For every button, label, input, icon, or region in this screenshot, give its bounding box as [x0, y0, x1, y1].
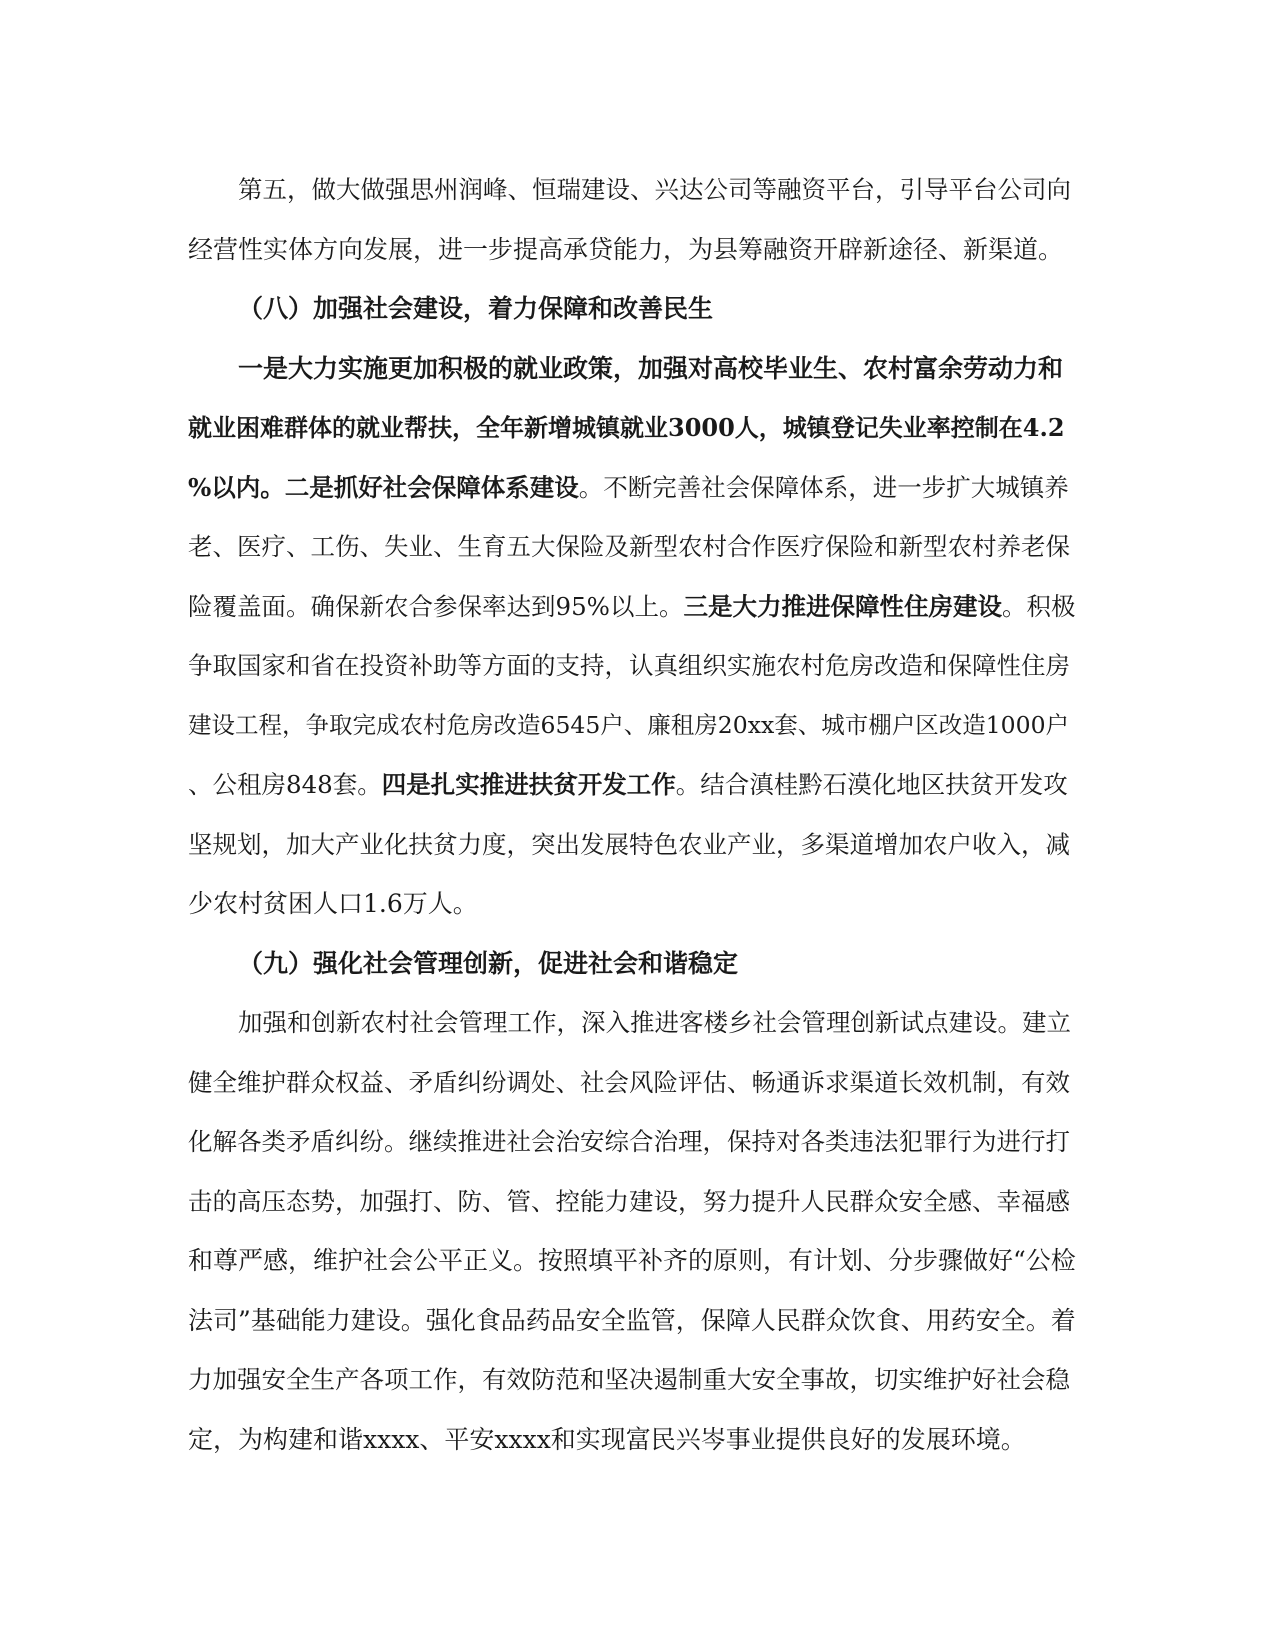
bold-text: 三是大力推进保障性住房建设: [683, 591, 1002, 621]
paragraph-line: 健全维护群众权益、矛盾纠纷调处、社会风险评估、畅通诉求渠道长效机制，有效: [188, 1067, 1070, 1097]
paragraph-line: 加强和创新农村社会管理工作，深入推进客楼乡社会管理创新试点建设。建立: [238, 1008, 1071, 1037]
plain-text: 。不断完善社会保障体系，进一步扩大城镇养: [578, 472, 1069, 502]
paragraph-line: [188, 577, 1080, 637]
plain-text: 。结合滇桂黔石漠化地区扶贫开发攻: [675, 770, 1068, 799]
paragraph-line: 经营性实体方向发展，进一步提高承贷能力，为县筹融资开辟新途径、新渠道。: [188, 234, 1064, 264]
paragraph-line: 和尊严感，维护社会公平正义。按照填平补齐的原则，有计划、分步骤做好“公检: [188, 1246, 1076, 1275]
paragraph-line: 力加强安全生产各项工作，有效防范和坚决遏制重大安全事故，切实维护好社会稳: [188, 1365, 1070, 1394]
paragraph-line: 法司”基础能力建设。强化食品药品安全监管，保障人民群众饮食、用药安全。着: [188, 1305, 1076, 1335]
paragraph-line: 建设工程，争取完成农村危房改造6545户、廉租房20xx套、城市棚户区改造1000户: [188, 710, 1070, 739]
paragraph-line: 就业困难群体的就业帮扶，全年新增城镇就业3000人，城镇登记失业率控制在4.2: [188, 413, 1065, 442]
paragraph-line: 一是大力实施更加积极的就业政策，加强对高校毕业生、农村富余劳动力和: [238, 353, 1064, 383]
section-heading-9: （九）强化社会管理创新，促进社会和谐稳定: [238, 948, 739, 978]
paragraph-line: 争取国家和省在投资补助等方面的支持，认真组织实施农村危房改造和保障性住房: [188, 651, 1070, 680]
document-body: [188, 160, 1080, 1469]
paragraph-line: 定，为构建和谐xxxx、平安xxxx和实现富民兴岑事业提供良好的发展环境。: [188, 1424, 1026, 1454]
paragraph-line: 化解各类矛盾纠纷。继续推进社会治安综合治理，保持对各类违法犯罪行为进行打: [188, 1127, 1070, 1156]
paragraph-line: 击的高压态势，加强打、防、管、控能力建设，努力提升人民群众安全感、幸福感: [188, 1186, 1070, 1216]
paragraph-line: 坚规划，加大产业化扶贫力度，突出发展特色农业产业，多渠道增加农户收入，减: [188, 829, 1070, 859]
section-heading-8: （八）加强社会建设，着力保障和改善民生: [238, 294, 714, 323]
plain-text: 险覆盖面。确保新农合参保率达到95%以上。: [188, 591, 684, 621]
plain-text: 、公租房848套。: [188, 770, 382, 799]
paragraph-line: 第五，做大做强思州润峰、恒瑞建设、兴达公司等融资平台，引导平台公司向: [238, 175, 1071, 204]
plain-text: 。积极: [1001, 591, 1076, 621]
paragraph-line: [188, 458, 1080, 518]
bold-text: %以内。二是抓好社会保障体系建设: [188, 472, 579, 502]
paragraph-line: 老、医疗、工伤、失业、生育五大保险及新型农村合作医疗保险和新型农村养老保: [188, 532, 1070, 561]
paragraph-line: 少农村贫困人口1.6万人。: [188, 889, 478, 918]
paragraph-line: [188, 755, 1080, 815]
bold-text: 四是扎实推进扶贫开发工作: [381, 770, 676, 799]
